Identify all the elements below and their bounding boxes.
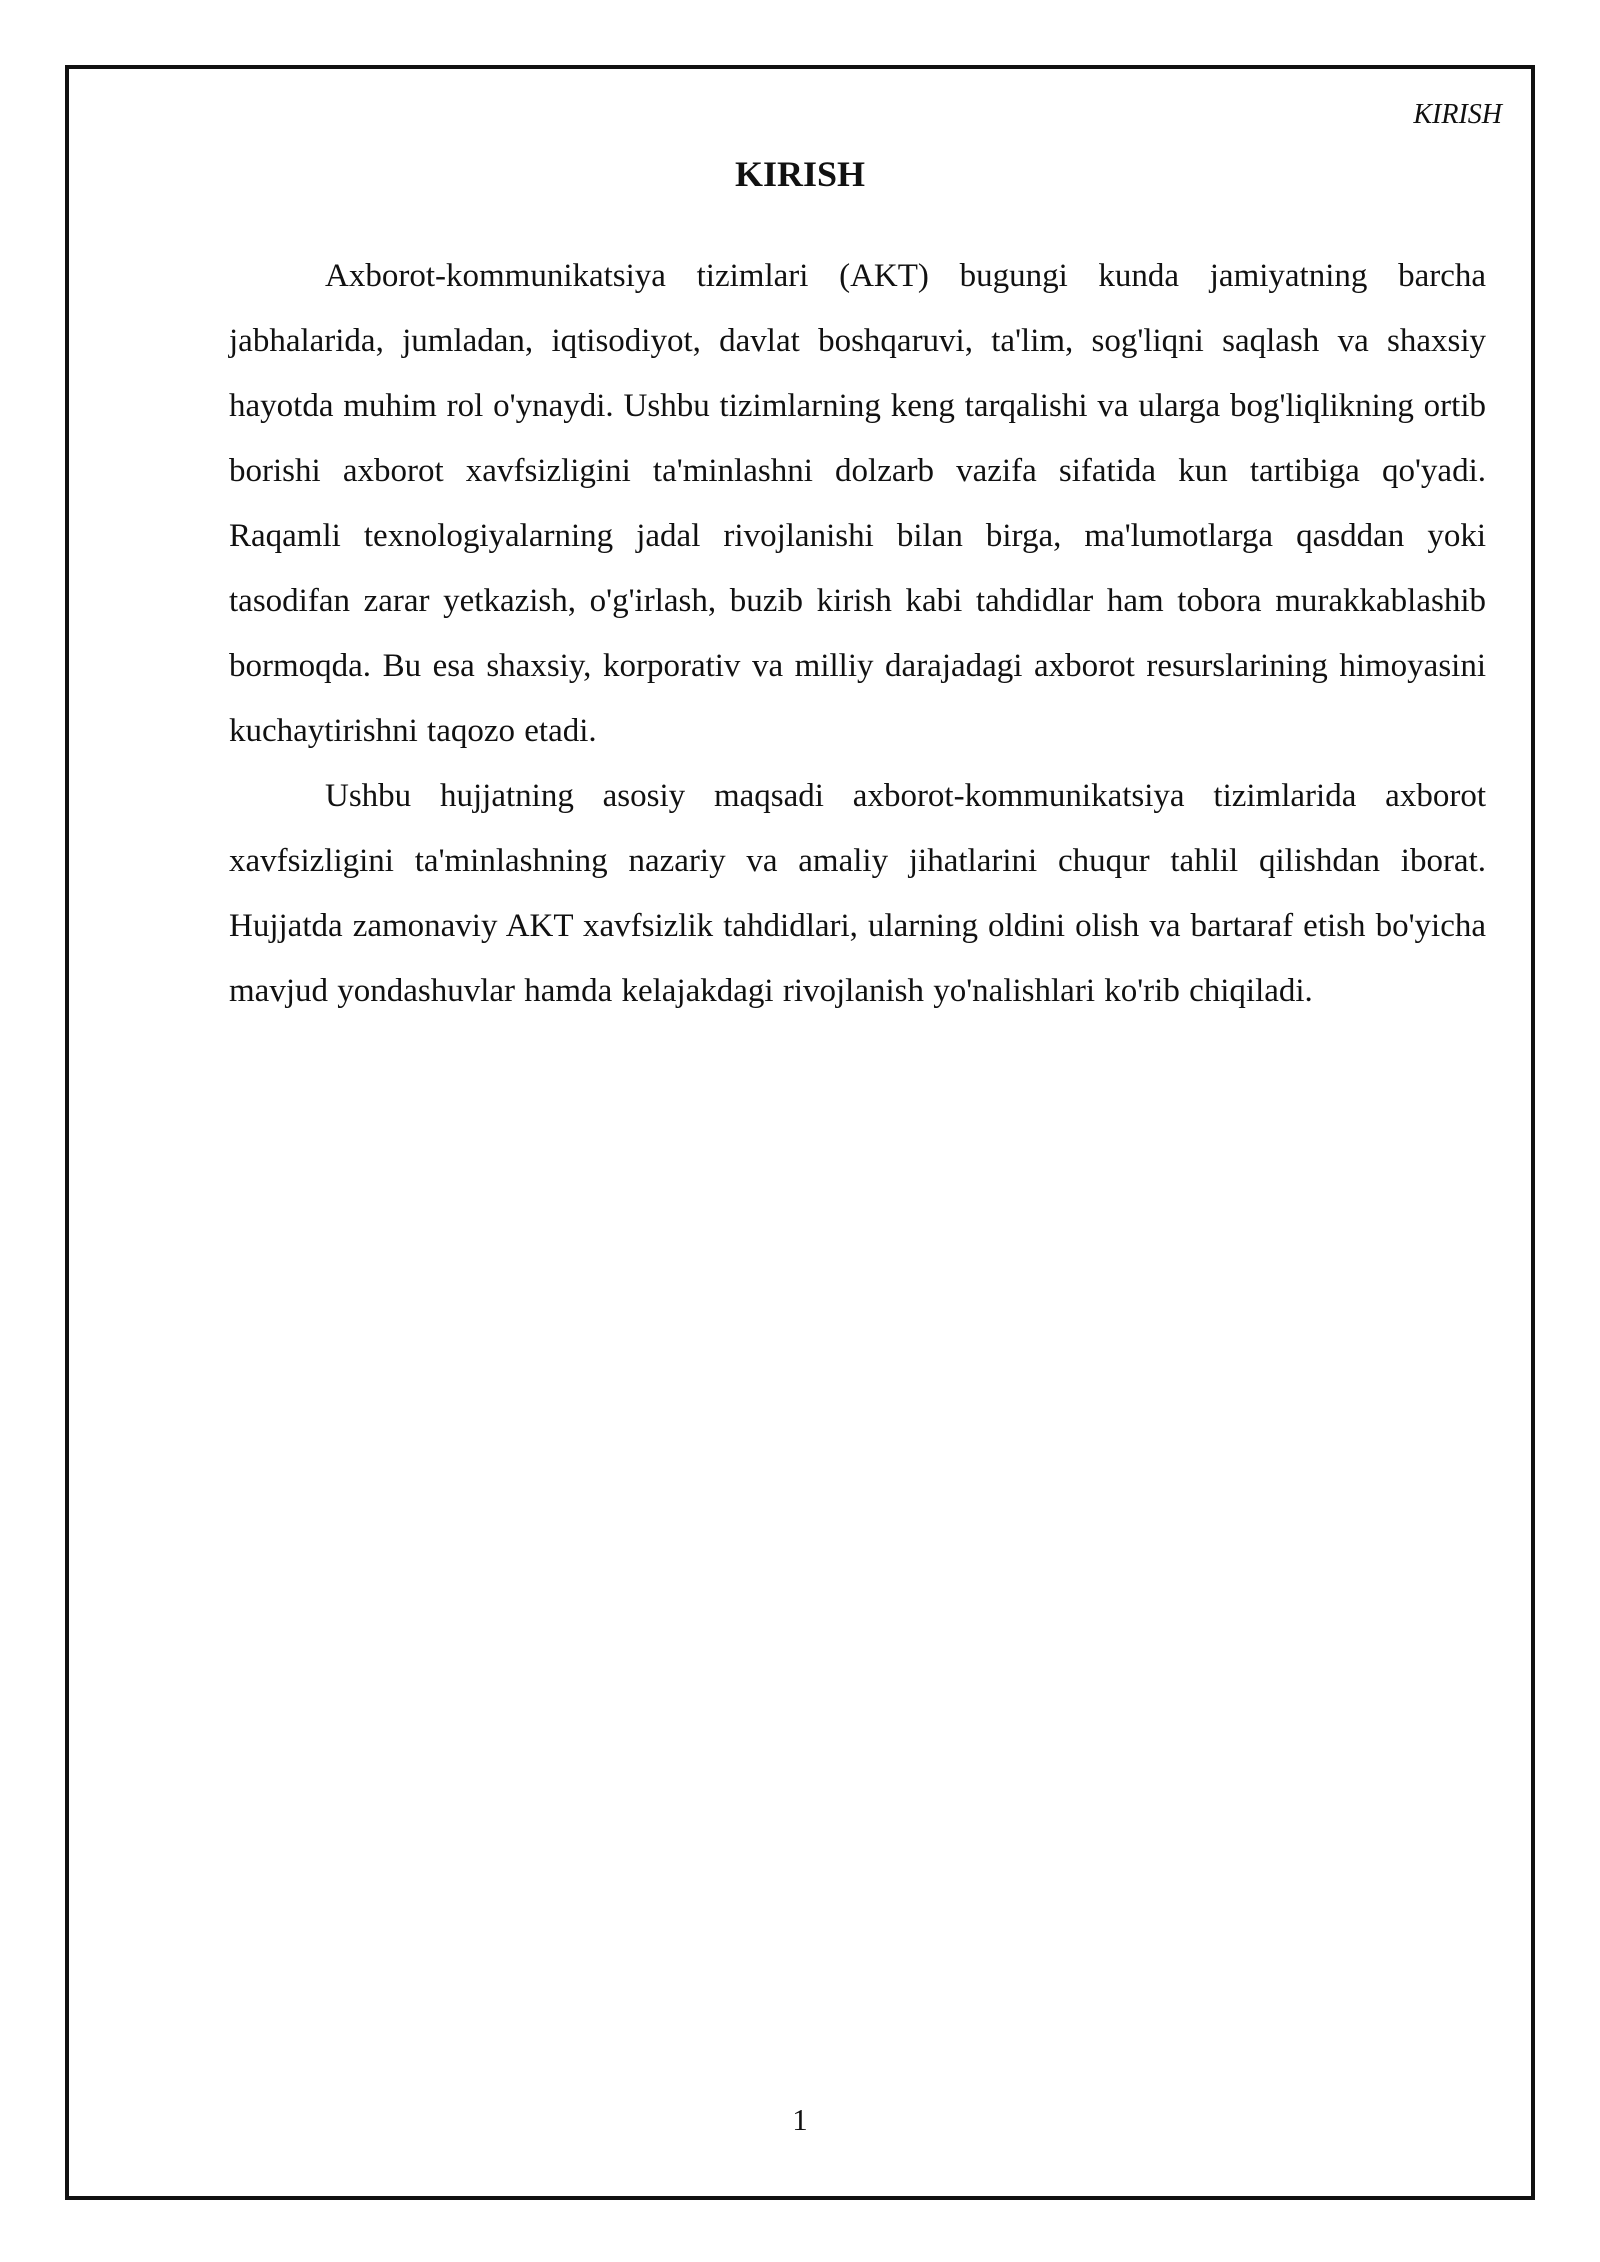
paragraph-intro: Axborot-kommunikatsiya tizimlari (AKT) bugungi kunda jamiyatning barcha jabhalarida, jumladan, iqtisodiyot, davlat boshqaruvi, ta'lim, sog'liqni saqlash va shaxsiy hayotda muhim rol o'ynaydi. Ushbu tizimlarning keng tarqalishi va ularga bog'liqlikning ortib borishi axborot xavfsizligini ta'minlashni dolzarb vazifa sifatida kun tartibiga qo'yadi. Raqamli texnologiyalarning jadal rivojlanishi bilan birga, ma'lumotlarga qasddan yoki tasodifan zarar yetkazish, o'g'irlash, buzib kirish kabi tahdidlar ham tobora murakkablashib bormoqda. Bu esa shaxsiy, korporativ va milliy darajadagi axborot resurslarining himoyasini kuchaytirishni taqozo etadi.: [229, 258, 1486, 749]
running-header: KIRISH: [1413, 99, 1502, 130]
page-number: 1: [792, 2102, 808, 2137]
document-body: [229, 244, 1486, 1024]
paragraph-purpose: Ushbu hujjatning asosiy maqsadi axborot-kommunikatsiya tizimlarida axborot xavfsizligini ta'minlashning nazariy va amaliy jihatlarini chuqur tahlil qilishdan iborat. Hujjatda zamonaviy AKT xavfsizlik tahdidlari, ularning oldini olish va bartaraf etish bo'yicha mavjud yondashuvlar hamda kelajakdagi rivojlanish yo'nalishlari ko'rib chiqiladi.: [229, 778, 1486, 1009]
page-title: KIRISH: [734, 154, 866, 194]
